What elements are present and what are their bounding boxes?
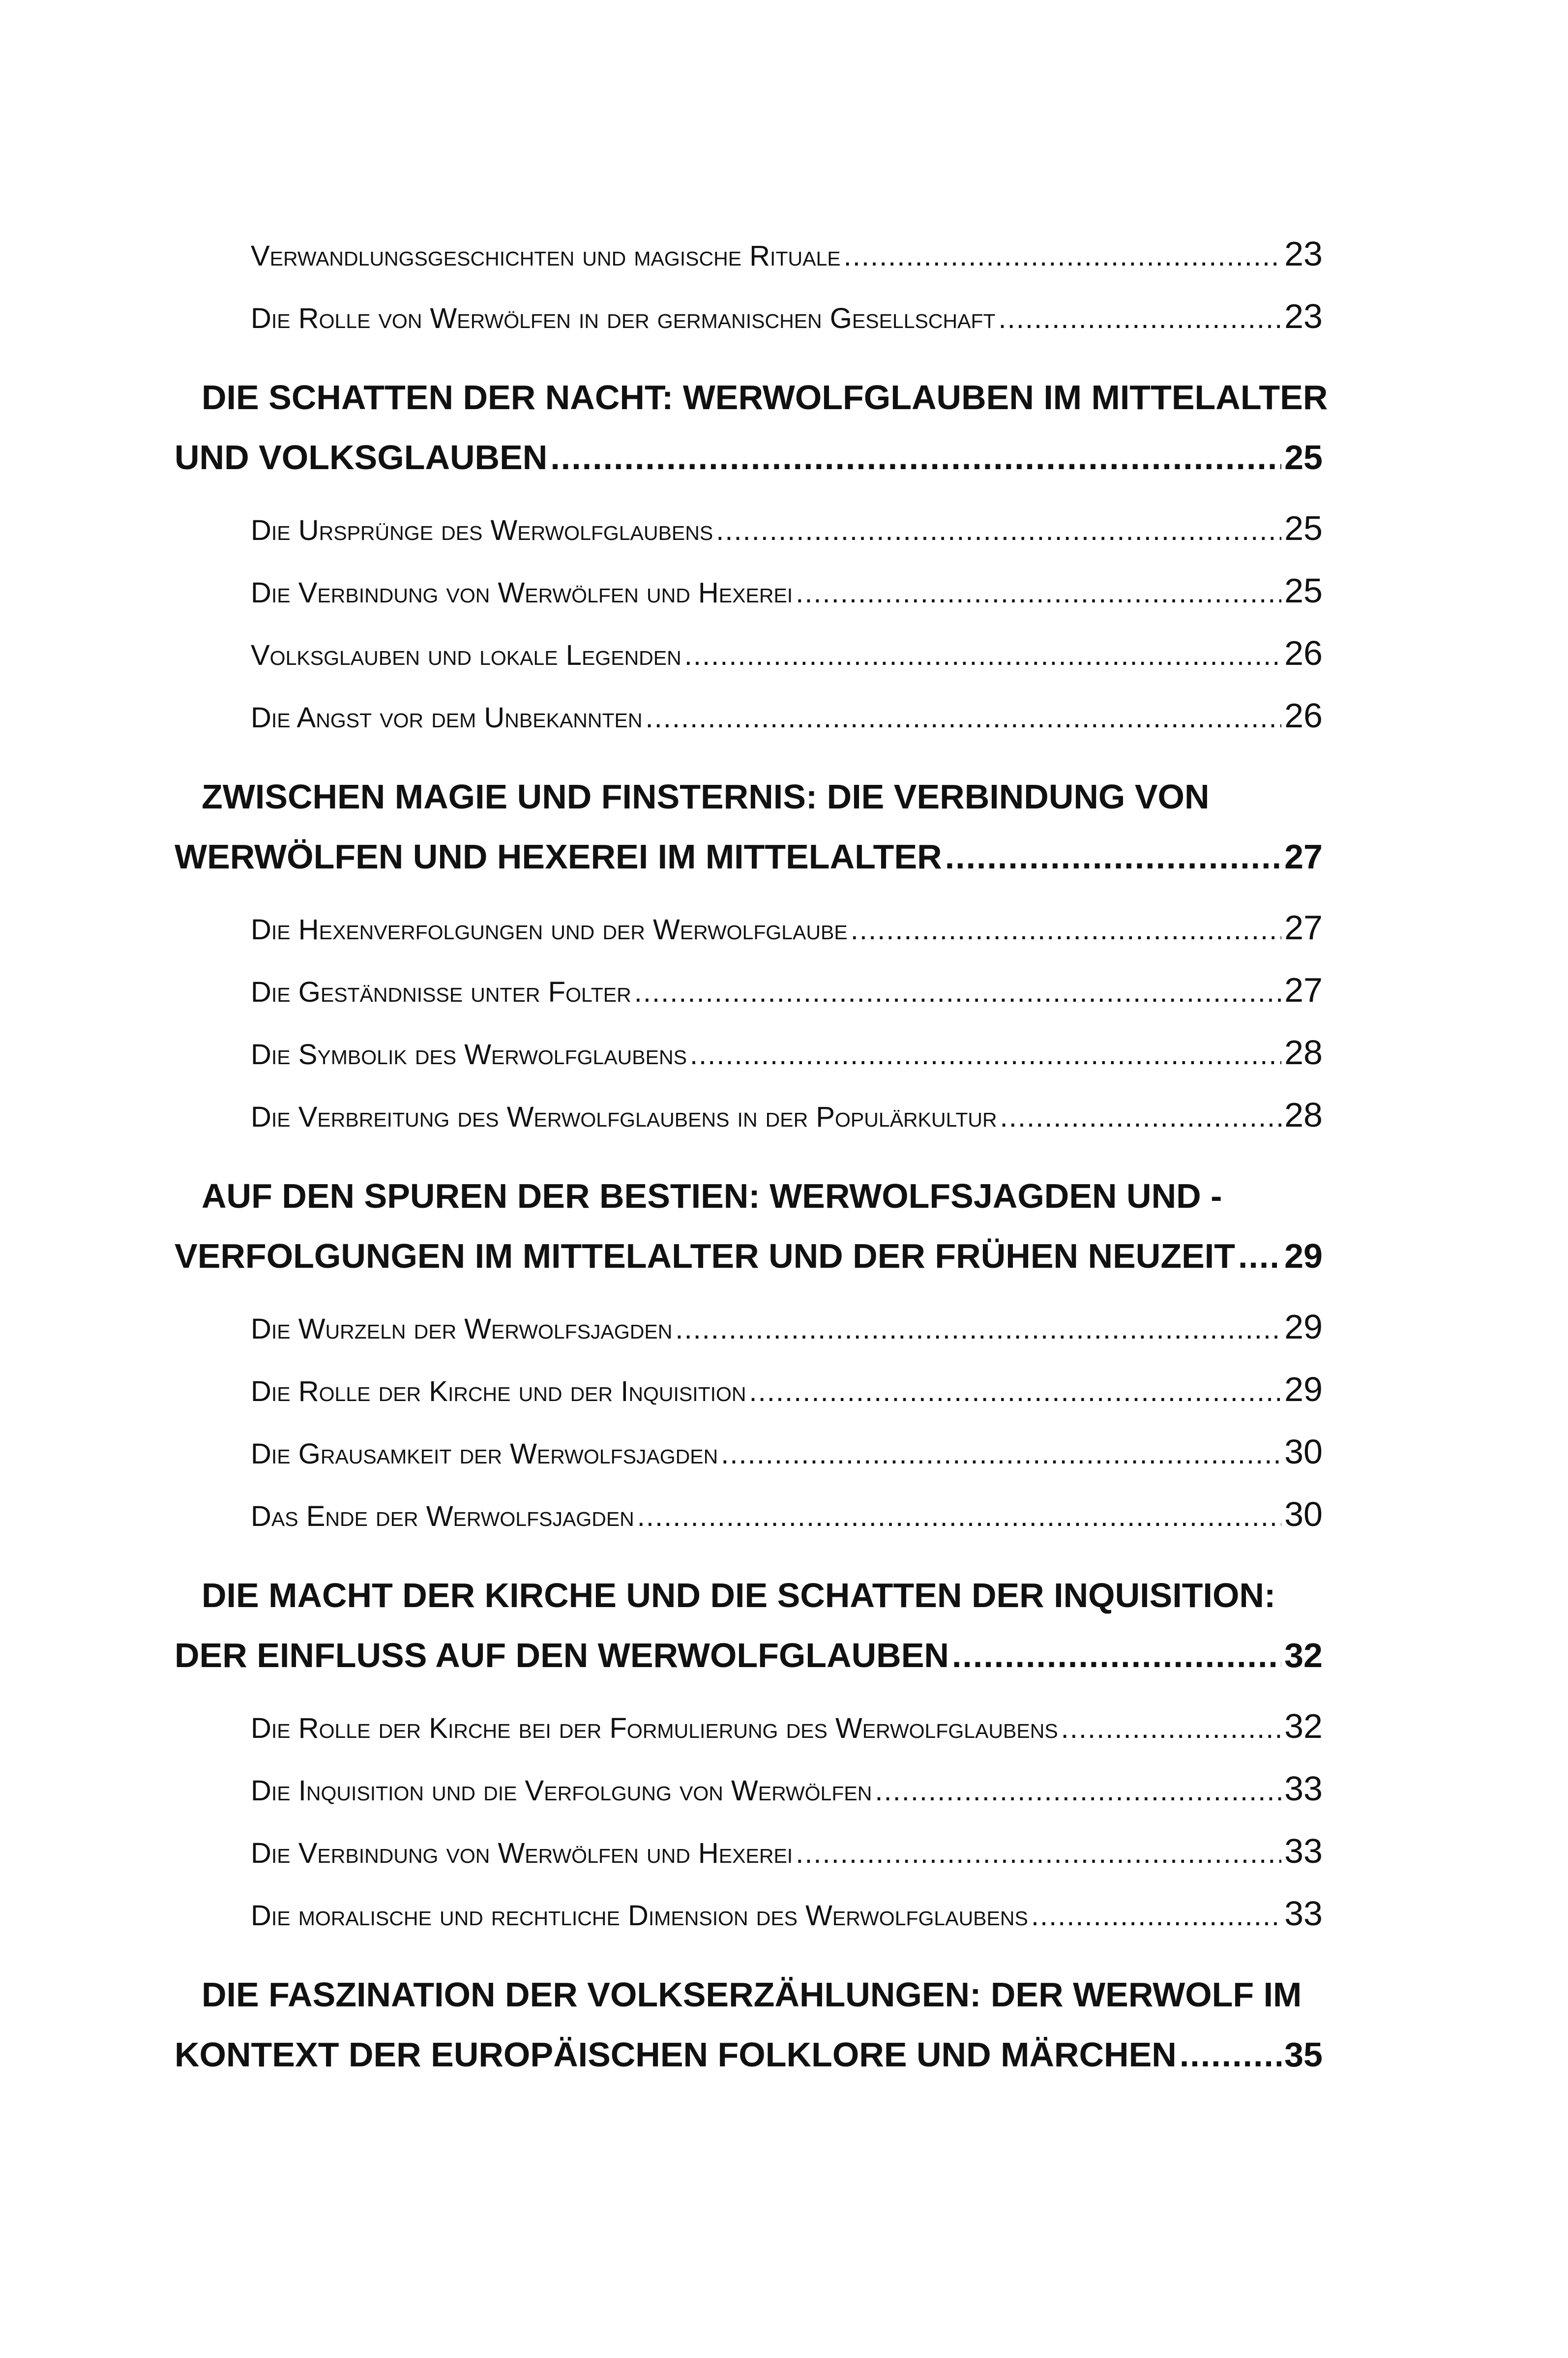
toc-page-number: 27 [1284,837,1323,876]
toc-subentry-title: Die Geständnisse unter Folter [251,976,631,1008]
toc-subentry[interactable] [175,1359,1323,1422]
toc-chapter-title-line1: DIE SCHATTEN DER NACHT: WERWOLFGLAUBEN IM MITTELALTER [202,378,1328,417]
toc-subentry[interactable] [175,1297,1323,1359]
dot-leader [1180,2025,1281,2085]
toc-subentry-title: Die Ursprünge des Werwolfglaubens [251,514,713,546]
toc-chapter-entry[interactable] [175,1965,1323,2085]
dot-leader [675,1299,1281,1359]
toc-subentry[interactable] [175,1821,1323,1883]
toc-page-number: 30 [1284,1433,1323,1471]
toc-subentry[interactable] [175,224,1323,286]
toc-subentry-title: Die Rolle der Kirche bei der Formulierung des Werwolfglaubens [251,1712,1058,1744]
dot-leader [844,226,1282,286]
dot-leader [550,427,1281,487]
toc-subentry[interactable] [175,1022,1323,1085]
toc-subentry-title: Die Rolle der Kirche und der Inquisition [251,1375,746,1407]
toc-page-number: 32 [1284,1707,1323,1745]
toc-subentry[interactable] [175,286,1323,349]
dot-leader [796,1823,1281,1883]
dot-leader [716,501,1281,561]
dot-leader [637,1487,1281,1547]
toc-subentry-title: Die Symbolik des Werwolfglaubens [251,1039,687,1071]
dot-leader [875,1761,1281,1821]
toc-chapter-title-line2: WERWÖLFEN UND HEXEREI IM MITTELALTER [175,837,942,876]
toc-chapter-entry[interactable] [175,1565,1323,1685]
toc-page-number: 27 [1284,908,1323,947]
toc-page-number: 25 [1284,509,1323,547]
toc-page-number: 29 [1284,1237,1323,1275]
toc-subentry-title: Die Grausamkeit der Werwolfsjagden [251,1438,718,1470]
toc-subentry-title: Die moralische und rechtliche Dimension des Werwolfglaubens [251,1900,1028,1932]
toc-subentry-title: Die Verbreitung des Werwolfglaubens in der Populärkultur [251,1101,997,1133]
toc-page-number: 23 [1284,235,1323,273]
toc-chapter-entry[interactable] [175,767,1323,887]
toc-subentry[interactable] [175,1422,1323,1484]
toc-subentry-title: Die Angst vor dem Unbekannten [251,702,643,734]
toc-subentry[interactable] [175,960,1323,1022]
toc-subentry[interactable] [175,686,1323,748]
toc-chapter-title-line1: ZWISCHEN MAGIE UND FINSTERNIS: DIE VERBINDUNG VON [202,777,1210,816]
toc-chapter-title-line2: VERFOLGUNGEN IM MITTELALTER UND DER FRÜHEN NEUZEIT [175,1237,1235,1275]
dot-leader [796,563,1281,623]
toc-page-number: 30 [1284,1495,1323,1533]
dot-leader [684,626,1281,686]
toc-chapter-title-line2: KONTEXT DER EUROPÄISCHEN FOLKLORE UND MÄRCHEN [175,2035,1177,2074]
toc-chapter-title-line2: UND VOLKSGLAUBEN [175,438,548,477]
toc-page-number: 28 [1284,1096,1323,1134]
toc-subentry[interactable] [175,623,1323,686]
dot-leader [646,688,1282,748]
toc-subentry[interactable] [175,1085,1323,1147]
dot-leader [634,962,1281,1022]
toc-page-number: 26 [1284,696,1323,735]
toc-chapter-title-line1: DIE MACHT DER KIRCHE UND DIE SCHATTEN DER INQUISITION: [202,1576,1276,1614]
toc-subentry[interactable] [175,897,1323,960]
toc-subentry[interactable] [175,1484,1323,1547]
toc-subentry-title: Das Ende der Werwolfsjagden [251,1500,634,1532]
dot-leader [952,1625,1281,1685]
dot-leader [1238,1226,1281,1286]
dot-leader [1031,1886,1281,1946]
table-of-contents [175,224,1328,2095]
toc-chapter-entry[interactable] [175,1166,1323,1286]
toc-subentry-title: Die Rolle von Werwölfen in der germanischen Gesellschaft [251,302,996,334]
dot-leader [1061,1699,1281,1759]
toc-subentry[interactable] [175,1883,1323,1946]
toc-subentry-title: Die Hexenverfolgungen und der Werwolfglaube [251,914,848,946]
dot-leader [851,900,1281,960]
toc-subentry-title: Die Verbindung von Werwölfen und Hexerei [251,577,793,609]
toc-chapter-title-line1: DIE FASZINATION DER VOLKSERZÄHLUNGEN: DER WERWOLF IM [202,1975,1302,2014]
toc-subentry-title: Die Inquisition und die Verfolgung von Werwölfen [251,1775,872,1807]
toc-chapter-title-line1: AUF DEN SPUREN DER BESTIEN: WERWOLFSJAGDEN UND - [202,1177,1222,1215]
toc-page-number: 33 [1284,1769,1323,1808]
toc-page-number: 25 [1284,571,1323,610]
dot-leader [1000,1087,1282,1147]
toc-page-number: 25 [1284,438,1323,477]
toc-page-number: 29 [1284,1370,1323,1408]
toc-page-number: 32 [1284,1636,1323,1674]
toc-subentry-title: Die Verbindung von Werwölfen und Hexerei [251,1837,793,1869]
toc-subentry[interactable] [175,561,1323,623]
dot-leader [999,289,1282,349]
toc-chapter-entry[interactable] [175,367,1328,487]
toc-subentry[interactable] [175,1696,1323,1759]
toc-page-number: 23 [1284,297,1323,335]
toc-page-number: 26 [1284,634,1323,672]
toc-page-number: 29 [1284,1308,1323,1346]
toc-page-number: 33 [1284,1832,1323,1870]
dot-leader [690,1025,1281,1085]
dot-leader [721,1424,1281,1484]
dot-leader [749,1362,1282,1422]
toc-page-number: 27 [1284,971,1323,1009]
toc-subentry-title: Volksglauben und lokale Legenden [251,639,681,671]
toc-subentry[interactable] [175,498,1323,561]
toc-subentry[interactable] [175,1759,1323,1821]
toc-page-number: 33 [1284,1894,1323,1933]
toc-page-number: 28 [1284,1033,1323,1072]
toc-chapter-title-line2: DER EINFLUSS AUF DEN WERWOLFGLAUBEN [175,1636,949,1674]
toc-subentry-title: Verwandlungsgeschichten und magische Rituale [251,240,841,272]
dot-leader [945,827,1281,887]
toc-subentry-title: Die Wurzeln der Werwolfsjagden [251,1313,673,1345]
toc-page-number: 35 [1284,2035,1323,2074]
